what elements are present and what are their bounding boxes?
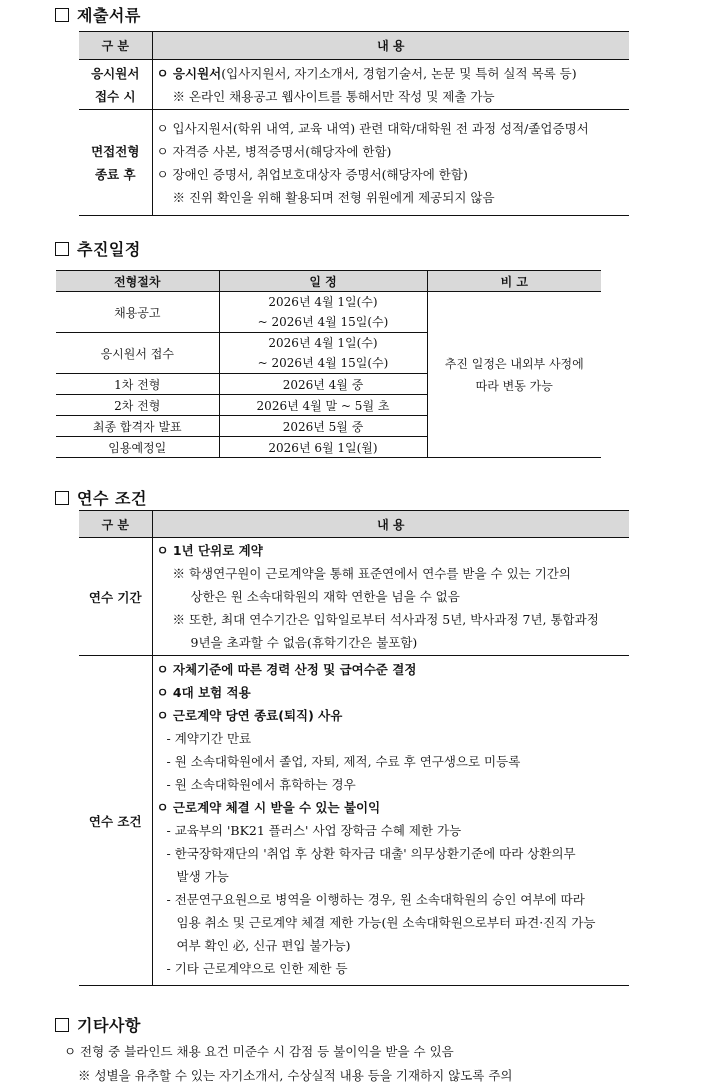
checkbox-square-icon: [55, 491, 69, 505]
schedule-step: 응시원서 접수: [56, 333, 219, 374]
schedule-step: 2차 전형: [56, 395, 219, 416]
checkbox-square-icon: [55, 242, 69, 256]
schedule-date: 2026년 4월 중: [219, 374, 427, 395]
section-title-misc: 기타사항: [55, 1013, 141, 1036]
schedule-date: 2026년 6월 1일(월): [219, 437, 427, 458]
schedule-header-step: 전형절차: [56, 271, 219, 292]
schedule-step: 채용공고: [56, 292, 219, 333]
checkbox-square-icon: [55, 8, 69, 22]
documents-row-application-label: 응시원서 접수 시: [79, 60, 152, 110]
schedule-step: 임용예정일: [56, 437, 219, 458]
training-header-content: 내 용: [152, 511, 629, 538]
schedule-date: 2026년 4월 1일(수) ~ 2026년 4월 15일(수): [219, 333, 427, 374]
training-table: [79, 510, 629, 986]
documents-header-category: 구 분: [79, 32, 152, 60]
documents-row-application-content: ㅇ 응시원서(입사지원서, 자기소개서, 경험기술서, 논문 및 특허 실적 목록 등) ※ 온라인 채용공고 웹사이트를 통해서만 작성 및 제출 가능: [152, 60, 629, 110]
section-title-documents: 제출서류: [55, 3, 141, 26]
training-period-content: ㅇ 1년 단위로 계약 ※ 학생연구원이 근로계약을 통해 표준연에서 연수를 받을 수 있는 기간의 상한은 원 소속대학원의 재학 연한을 넘을 수 없음 ※ 또한, 최대 연수기간은 입학일로부터 석사과정 5년, 박사과정 7년, 통합과정 9년을 초과할 수 없음(휴학기간은 불포함): [152, 538, 629, 656]
training-conditions-content: ㅇ 자체기준에 따른 경력 산정 및 급여수준 결정 ㅇ 4대 보험 적용 ㅇ 근로계약 당연 종료(퇴직) 사유 - 계약기간 만료 - 원 소속대학원에서 졸업, 자퇴, 제적, 수료 후 연구생으로 미등록 - 원 소속대학원에서 휴학하는 경우 ㅇ 근로계약 체결 시 받을 수 있는 불이익 - 교육부의 'BK21 플러스' 사업 장학금 수혜 제한 가능 - 한국장학재단의 '취업 후 상환 학자금 대출' 의무상환기준에 따라 상환의무 발생 가능 - 전문연구요원으로 병역을 이행하는 경우, 원 소속대학원의 승인 여부에 따라 임용 취소 및 근로계약 체결 제한 가능(원 소속대학원으로부터 파견·진직 가능 여부 확인 必, 신규 편입 불가능) - 기타 근로계약으로 인한 제한 등: [152, 656, 629, 986]
schedule-header-date: 일 정: [219, 271, 427, 292]
schedule-date: 2026년 4월 말 ~ 5월 초: [219, 395, 427, 416]
schedule-date: 2026년 4월 1일(수) ~ 2026년 4월 15일(수): [219, 292, 427, 333]
documents-header-content: 내 용: [152, 32, 629, 60]
schedule-date: 2026년 5월 중: [219, 416, 427, 437]
schedule-step: 1차 전형: [56, 374, 219, 395]
documents-row-interview-content: ㅇ 입사지원서(학위 내역, 교육 내역) 관련 대학/대학원 전 과정 성적/졸업증명서 ㅇ 자격증 사본, 병적증명서(해당자에 한함) ㅇ 장애인 증명서, 취업보호대상자 증명서(해당자에 한함) ※ 진위 확인을 위해 활용되며 전형 위원에게 제공되지 않음: [152, 110, 629, 216]
schedule-header-remark: 비 고: [427, 271, 601, 292]
training-header-category: 구 분: [79, 511, 152, 538]
misc-content: [64, 1040, 513, 1088]
training-period-label: 연수 기간: [79, 538, 152, 656]
checkbox-square-icon: [55, 1018, 69, 1032]
training-conditions-label: 연수 조건: [79, 656, 152, 986]
documents-row-interview-label: 면접전형 종료 후: [79, 110, 152, 216]
section-title-schedule: 추진일정: [55, 237, 141, 260]
misc-note: ※ 성별을 유추할 수 있는 자기소개서, 수상실적 내용 등을 기재하지 않도록 주의: [78, 1068, 513, 1083]
documents-table: [79, 31, 629, 216]
misc-line: ㅇ 전형 중 블라인드 채용 요건 미준수 시 감점 등 불이익을 받을 수 있음: [64, 1044, 454, 1059]
schedule-remark: 추진 일정은 내외부 사정에 따라 변동 가능: [427, 292, 601, 458]
section-title-training: 연수 조건: [55, 486, 147, 509]
schedule-table: [56, 270, 601, 458]
schedule-step: 최종 합격자 발표: [56, 416, 219, 437]
